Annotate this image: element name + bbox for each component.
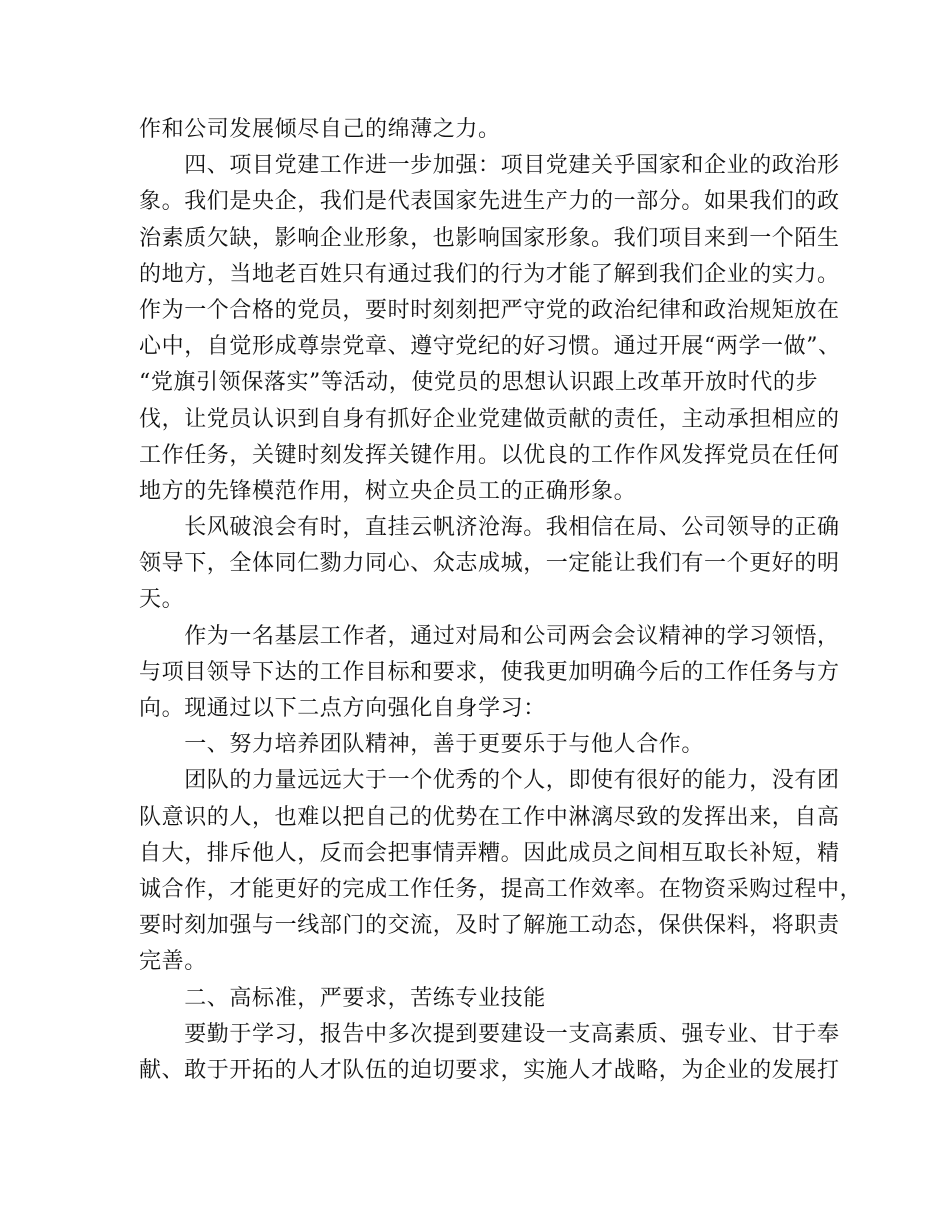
text-line: 一、努力培养团队精神，善于更要乐于与他人合作。	[139, 732, 705, 758]
text-line: 要时刻加强与一线部门的交流，及时了解施工动态，保供保料，将职责	[139, 913, 840, 939]
text-line: 工作任务，关键时刻发挥关键作用。以优良的工作作风发挥党员在任何	[139, 442, 840, 468]
text-line: 作为一个合格的党员，要时时刻刻把严守党的政治纪律和政治规矩放在	[139, 297, 840, 323]
text-line: 长风破浪会有时，直挂云帆济沧海。我相信在局、公司领导的正确	[139, 515, 840, 541]
text-line: 自大，排斥他人，反而会把事情弄糟。因此成员之间相互取长补短，精	[139, 840, 840, 866]
text-line: 天。	[139, 587, 185, 613]
text-line: 向。现通过以下二点方向强化自身学习：	[139, 696, 546, 721]
text-line: 地方的先锋模范作用，树立央企员工的正确形象。	[139, 478, 637, 504]
text-line: 作为一名基层工作者，通过对局和公司两会会议精神的学习领悟，	[139, 623, 840, 649]
text-line: 与项目领导下达的工作目标和要求，使我更加明确今后的工作任务与方	[139, 659, 840, 685]
text-line: 的地方，当地老百姓只有通过我们的行为才能了解到我们企业的实力。	[139, 261, 840, 287]
text-line: 伐，让党员认识到自身有抓好企业党建做贡献的责任，主动承担相应的	[139, 406, 840, 432]
text-line: 治素质欠缺，影响企业形象，也影响国家形象。我们项目来到一个陌生	[139, 225, 840, 251]
text-line: 要勤于学习，报告中多次提到要建设一支高素质、强专业、甘于奉	[139, 1021, 840, 1047]
text-line: 二、高标准，严要求，苦练专业技能	[139, 985, 546, 1011]
text-line: 心中，自觉形成尊崇党章、遵守党纪的好习惯。通过开展“两学一做”、	[139, 334, 841, 360]
body-text	[139, 112, 863, 1089]
text-line: 献、敢于开拓的人才队伍的迫切要求，实施人才战略，为企业的发展打	[139, 1057, 840, 1083]
text-line: 领导下，全体同仁勠力同心、众志成城，一定能让我们有一个更好的明	[139, 551, 840, 577]
text-line: 象。我们是央企，我们是代表国家先进生产力的一部分。如果我们的政	[139, 189, 840, 215]
text-line: 作和公司发展倾尽自己的绵薄之力。	[139, 117, 501, 142]
text-line: 队意识的人，也难以把自己的优势在工作中淋漓尽致的发挥出来，自高	[139, 804, 840, 830]
text-line: “党旗引领保落实”等活动，使党员的思想认识跟上改革开放时代的步	[139, 370, 819, 396]
text-line: 诚合作，才能更好的完成工作任务，提高工作效率。在物资采购过程中，	[139, 876, 863, 902]
text-line: 完善。	[139, 949, 207, 975]
text-line: 团队的力量远远大于一个优秀的个人，即使有很好的能力，没有团	[139, 768, 840, 794]
text-line: 四、项目党建工作进一步加强：项目党建关乎国家和企业的政治形	[139, 153, 840, 179]
